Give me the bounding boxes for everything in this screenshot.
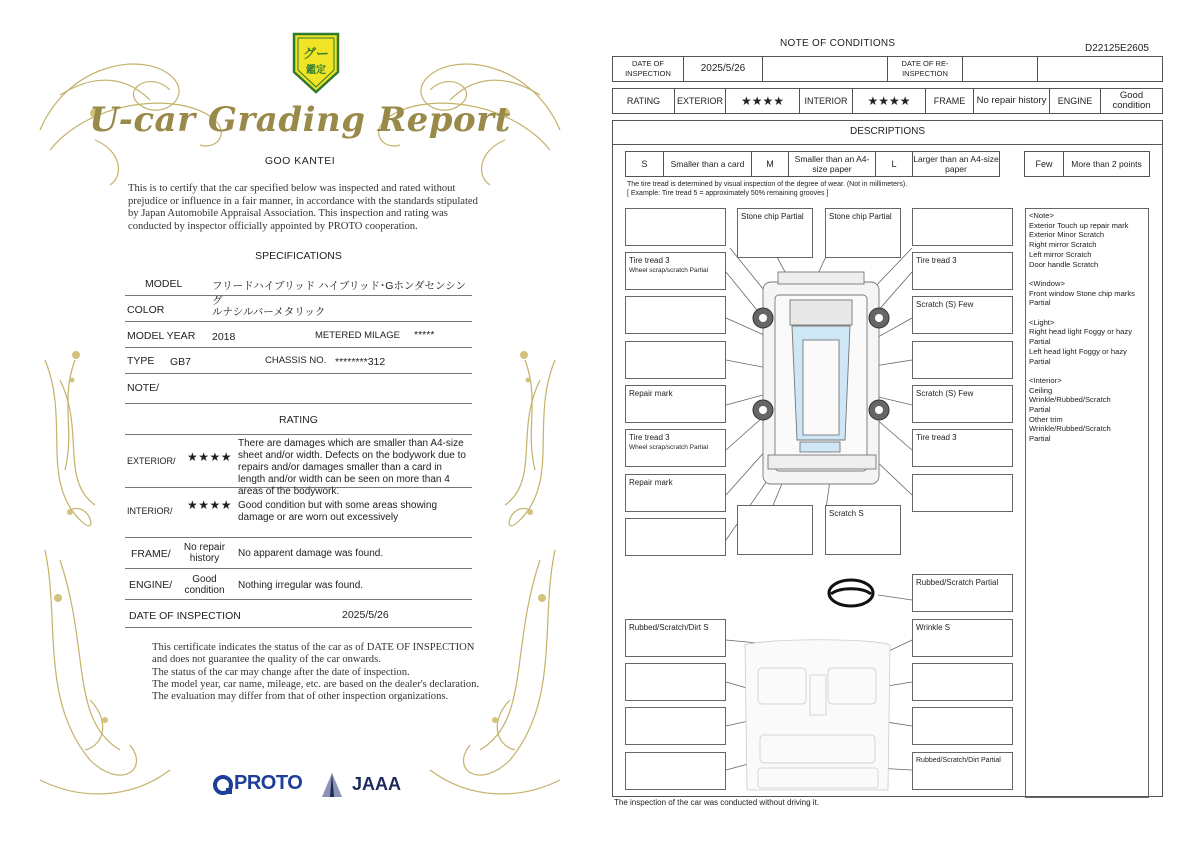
notes-panel-line: <Interior> — [1029, 375, 1062, 385]
desc-box-right-4: Scratch (S) Few — [912, 385, 1013, 423]
rating-heading: RATING — [279, 414, 318, 426]
notes-panel-line — [1029, 308, 1145, 318]
certify-paragraph: This is to certify that the car specified below was inspected and rated without prejudice or influence in a fair manner, in accordance with the standards stipulated by Japan Automobile Appraisal Association. This inspection and rating was conducted by inspector officially appointed by PROTO cooperation. — [128, 183, 478, 232]
legend-few: Few — [1024, 151, 1064, 177]
rating-row-interior — [125, 488, 472, 538]
proto-logo-text: PROTO — [234, 772, 303, 794]
notes-panel-line: Exterior Minor Scratch — [1029, 230, 1105, 240]
frame-value: No repair history — [183, 542, 226, 564]
left-1-line-b: Wheel scrap/scratch Partial — [629, 267, 709, 274]
desc-box-interior-right-2 — [912, 663, 1013, 701]
interior-label: INTERIOR — [799, 88, 853, 114]
left-1-line-a: Tire tread 3 — [629, 256, 670, 265]
footer-line-3: The model year, car name, mileage, etc. are based on the dealer's declaration. — [152, 678, 480, 690]
legend-m: M — [751, 151, 789, 177]
engine-description: Nothing irregular was found. — [238, 580, 364, 591]
chassis-label: CHASSIS NO. — [265, 355, 327, 366]
spec-row-color — [125, 296, 472, 322]
desc-box-left-4: Repair mark — [625, 385, 726, 423]
date-reinspection-label: DATE OF RE-INSPECTION — [887, 56, 963, 82]
desc-box-steering: Rubbed/Scratch Partial — [912, 574, 1013, 612]
notes-panel-line: Wrinkle/Rubbed/Scratch — [1029, 424, 1111, 434]
date-inspection-label: DATE OF INSPECTION — [612, 56, 684, 82]
desc-box-right-5: Tire tread 3 — [912, 429, 1013, 467]
exterior-label: EXTERIOR — [674, 88, 726, 114]
interior-label: INTERIOR/ — [127, 506, 173, 516]
desc-box-interior-left-3 — [625, 707, 726, 745]
date-inspection-value: 2025/5/26 — [683, 56, 763, 82]
rating-row-engine — [125, 569, 472, 600]
desc-box-left-5 — [625, 429, 726, 467]
exterior-description: There are damages which are smaller than A4-size sheet and/or width. Defects on the bodywork due to repairs and/or damages smaller than a card in length and/or width can be seen on more than 4 areas of the bodywork. — [238, 438, 466, 497]
model-label: MODEL — [145, 278, 183, 290]
model-value: フリードハイブリッド ハイブリッド･Gホンダセンシング — [212, 280, 466, 307]
notes-panel-line: <Note> — [1029, 211, 1054, 220]
footer-line-1: This certificate indicates the status of the car as of DATE OF INSPECTION and does not guarantee the quality of the car onwards. — [152, 642, 475, 666]
desc-box-left-1 — [625, 252, 726, 290]
jaaa-logo-text: JAAA — [352, 774, 402, 794]
inspection-date-label: DATE OF INSPECTION — [129, 610, 241, 622]
tire-note-line-2: [ Example: Tire tread 5 = approximately 50% remaining grooves ] — [627, 190, 829, 197]
svg-text:グー: グー — [302, 47, 330, 62]
engine-label: ENGINE/ — [129, 579, 173, 591]
notes-panel-line: Exterior Touch up repair mark — [1029, 220, 1129, 230]
desc-box-top-right — [912, 208, 1013, 246]
notes-panel-line: Partial — [1029, 405, 1051, 415]
date-blank-2 — [1037, 56, 1163, 82]
desc-box-interior-right-4: Rubbed/Scratch/Dirt Partial — [912, 752, 1013, 790]
desc-box-right-2: Scratch (S) Few — [912, 296, 1013, 334]
notes-panel-line: Other trim — [1029, 414, 1063, 424]
note-title: NOTE OF CONDITIONS — [780, 38, 896, 49]
jaaa-logo-icon — [320, 772, 344, 798]
notes-panel-line — [1029, 269, 1145, 279]
frame-label: FRAME/ — [131, 548, 171, 560]
desc-box-interior-right-3 — [912, 707, 1013, 745]
chassis-value: ********312 — [335, 356, 386, 368]
frame-description: No apparent damage was found. — [238, 548, 384, 559]
footer-logos — [212, 770, 402, 800]
desc-box-bottom-mid-left — [737, 505, 813, 555]
desc-box-interior-right-1: Wrinkle S — [912, 619, 1013, 657]
goo-kantei-badge-icon — [288, 32, 344, 94]
spec-row-year — [125, 322, 472, 348]
mileage-value: ***** — [414, 329, 435, 341]
engine-value: Good condition — [184, 574, 225, 596]
left-5-line-b: Wheel scrap/scratch Partial — [629, 444, 709, 451]
notes-panel-line: Left head light Foggy or hazy — [1029, 346, 1127, 356]
note-footer: The inspection of the car was conducted without driving it. — [614, 798, 819, 807]
descriptions-title: DESCRIPTIONS — [612, 120, 1163, 145]
spec-row-type — [125, 348, 472, 374]
frame-label: FRAME — [925, 88, 974, 114]
legend-l: L — [875, 151, 913, 177]
notes-panel-line: Partial — [1029, 337, 1051, 347]
notes-panel-line: Partial — [1029, 298, 1051, 308]
date-blank-1 — [762, 56, 888, 82]
note-id: D22125E2605 — [1085, 43, 1149, 54]
desc-box-left-2 — [625, 296, 726, 334]
note-of-conditions — [600, 0, 1200, 848]
spec-row-note — [125, 374, 472, 404]
desc-box-left-7 — [625, 518, 726, 556]
rating-row-frame — [125, 538, 472, 569]
date-reinspection-value — [962, 56, 1038, 82]
mileage-label: METERED MILAGE — [315, 330, 400, 341]
type-label: TYPE — [127, 355, 155, 367]
interior-description: Good condition but with some areas showing damage or are worn out excessively — [238, 500, 438, 523]
desc-box-top-mid-left: Stone chip Partial — [737, 208, 813, 258]
notes-panel-line: Ceiling — [1029, 385, 1053, 395]
notes-panel-line: Door handle Scratch — [1029, 259, 1099, 269]
notes-panel-line: <Light> — [1029, 317, 1055, 327]
svg-text:鑑定: 鑑定 — [306, 65, 326, 76]
rating-row-exterior — [125, 434, 472, 497]
notes-panel-line: Front window Stone chip marks — [1029, 288, 1135, 298]
model-year-value: 2018 — [212, 331, 236, 343]
notes-panel-line — [1029, 366, 1145, 376]
proto-logo-icon — [212, 774, 234, 796]
desc-box-interior-left-2 — [625, 663, 726, 701]
notes-panel-line: Right mirror Scratch — [1029, 240, 1097, 250]
notes-panel-line: Left mirror Scratch — [1029, 249, 1092, 259]
notes-panel — [1025, 208, 1149, 798]
desc-box-bottom-mid-right: Scratch S — [825, 505, 901, 555]
footer-line-4: The evaluation may differ from that of other inspection organizations. — [152, 691, 449, 703]
interior-stars: ★★★★ — [852, 88, 926, 114]
exterior-stars: ★★★★ — [725, 88, 800, 114]
legend-l-text: Larger than an A4-size paper — [912, 151, 1000, 177]
rating-row-date — [125, 600, 472, 628]
desc-box-left-6: Repair mark — [625, 474, 726, 512]
footer-line-2: The status of the car may change after the date of inspection. — [152, 666, 410, 678]
notes-panel-line: Wrinkle/Rubbed/Scratch — [1029, 395, 1111, 405]
color-value: ルナシルバーメタリック — [212, 306, 326, 318]
desc-box-interior-left-1: Rubbed/Scratch/Dirt S — [625, 619, 726, 657]
desc-box-interior-left-4 — [625, 752, 726, 790]
notes-panel-line: <Window> — [1029, 278, 1065, 288]
notes-panel-line: Right head light Foggy or hazy — [1029, 327, 1132, 337]
desc-box-right-3 — [912, 341, 1013, 379]
interior-stars: ★★★★ — [187, 498, 233, 512]
desc-box-top-left — [625, 208, 726, 246]
legend-few-text: More than 2 points — [1063, 151, 1150, 177]
certificate-subtitle: GOO KANTEI — [264, 155, 336, 167]
exterior-stars: ★★★★ — [187, 450, 233, 464]
type-value: GB7 — [170, 356, 192, 368]
model-year-label: MODEL YEAR — [127, 330, 196, 342]
notes-panel-line: Partial — [1029, 434, 1051, 444]
desc-box-left-3 — [625, 341, 726, 379]
engine-label: ENGINE — [1049, 88, 1101, 114]
spec-row-model — [125, 270, 472, 307]
tire-note-line-1: The tire tread is determined by visual inspection of the degree of wear. (Not in millimeters). — [627, 181, 908, 188]
specifications-heading: SPECIFICATIONS — [255, 250, 342, 262]
legend-m-text: Smaller than an A4-size paper — [788, 151, 876, 177]
legend-s: S — [625, 151, 664, 177]
notes-panel-line: Partial — [1029, 356, 1051, 366]
desc-box-right-6 — [912, 474, 1013, 512]
certificate-title: U-car Grading Report — [89, 100, 511, 140]
frame-value: No repair history — [973, 88, 1050, 114]
inspection-date-value: 2025/5/26 — [342, 609, 389, 621]
certificate-footer — [152, 642, 482, 703]
left-5-line-a: Tire tread 3 — [629, 433, 670, 442]
desc-box-right-1: Tire tread 3 — [912, 252, 1013, 290]
engine-value: Good condition — [1100, 88, 1163, 114]
rating-label: RATING — [612, 88, 675, 114]
desc-box-top-mid-right: Stone chip Partial — [825, 208, 901, 258]
exterior-label: EXTERIOR/ — [127, 456, 176, 466]
color-label: COLOR — [127, 304, 165, 316]
note-label: NOTE/ — [127, 382, 160, 394]
legend-s-text: Smaller than a card — [663, 151, 752, 177]
